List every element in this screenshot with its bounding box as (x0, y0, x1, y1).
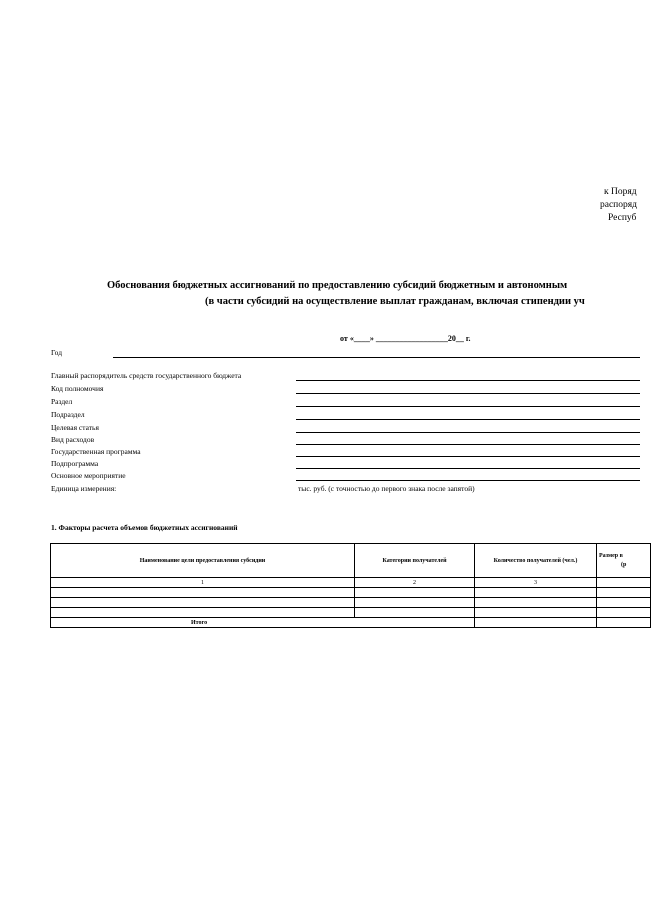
column-number-2: 2 (355, 578, 475, 588)
table-cell (597, 618, 651, 628)
table-cell (597, 588, 651, 598)
field-label-unit: Единица измерения: (51, 484, 117, 493)
table-cell (51, 608, 355, 618)
field-label-subsection: Подраздел (51, 410, 85, 419)
field-line-chief-administrator (296, 380, 640, 381)
field-label-main-activity: Основное мероприятие (51, 471, 126, 480)
field-label-state-program: Государственная программа (51, 447, 141, 456)
document-title-line-2: (в части субсидий на осуществление выплат гражданам, включая стипендии уч (205, 296, 585, 307)
table-row (51, 598, 651, 608)
table-cell (475, 598, 597, 608)
field-label-section: Раздел (51, 397, 73, 406)
field-line-subsection (296, 419, 640, 420)
field-label-target-item: Целевая статья (51, 423, 99, 432)
year-underline (113, 357, 640, 358)
table-cell (355, 588, 475, 598)
document-date: от «____» __________________20__ г. (340, 334, 471, 343)
field-label-subprogram: Подпрограмма (51, 459, 99, 468)
year-label: Год (51, 348, 63, 357)
header-subsidy-purpose: Наименование цели предоставления субсидии (51, 544, 355, 578)
table-number-row (51, 578, 651, 588)
table-total-row (51, 618, 651, 628)
table-header-row (51, 544, 651, 578)
table-cell (475, 588, 597, 598)
budget-factors-table (50, 543, 651, 628)
table-cell (51, 598, 355, 608)
column-number-1: 1 (51, 578, 355, 588)
table-row (51, 608, 651, 618)
field-line-authority-code (296, 393, 640, 394)
header-recipient-count: Количество получателей (чел.) (475, 544, 597, 578)
table-cell (597, 608, 651, 618)
table-cell (597, 598, 651, 608)
order-reference-note (600, 186, 640, 225)
total-label: Итого (51, 618, 475, 628)
column-number-4 (597, 578, 651, 588)
header-recipient-category: Категории получателей (355, 544, 475, 578)
field-label-expense-type: Вид расходов (51, 435, 95, 444)
table-cell (51, 588, 355, 598)
table-cell (355, 608, 475, 618)
field-line-target-item (296, 432, 640, 433)
header-amount (597, 544, 651, 578)
order-reference-line-3: Респуб (608, 213, 637, 223)
table-cell (355, 598, 475, 608)
column-number-3: 3 (475, 578, 597, 588)
field-line-expense-type (296, 444, 640, 445)
field-label-chief-administrator: Главный распорядитель средств государственного бюджета (51, 371, 242, 380)
table-cell (475, 608, 597, 618)
order-reference-line-1: к Поряд (604, 187, 637, 197)
field-label-authority-code: Код полномочия (51, 384, 104, 393)
section-1-title: 1. Факторы расчета объемов бюджетных ассигнований (51, 523, 238, 532)
field-line-section (296, 406, 640, 407)
field-line-main-activity (296, 480, 640, 481)
unit-value: тыс. руб. (с точностью до первого знака после запятой) (298, 484, 475, 493)
field-line-state-program (296, 456, 640, 457)
field-line-subprogram (296, 468, 640, 469)
header-amount-line-1: Размер в (599, 552, 623, 559)
table-row (51, 588, 651, 598)
document-title-line-1: Обоснования бюджетных ассигнований по предоставлению субсидий бюджетным и автономным (107, 280, 568, 291)
header-amount-line-2: (р (621, 561, 627, 568)
table-cell (475, 618, 597, 628)
order-reference-line-2: распоряд (600, 200, 637, 210)
